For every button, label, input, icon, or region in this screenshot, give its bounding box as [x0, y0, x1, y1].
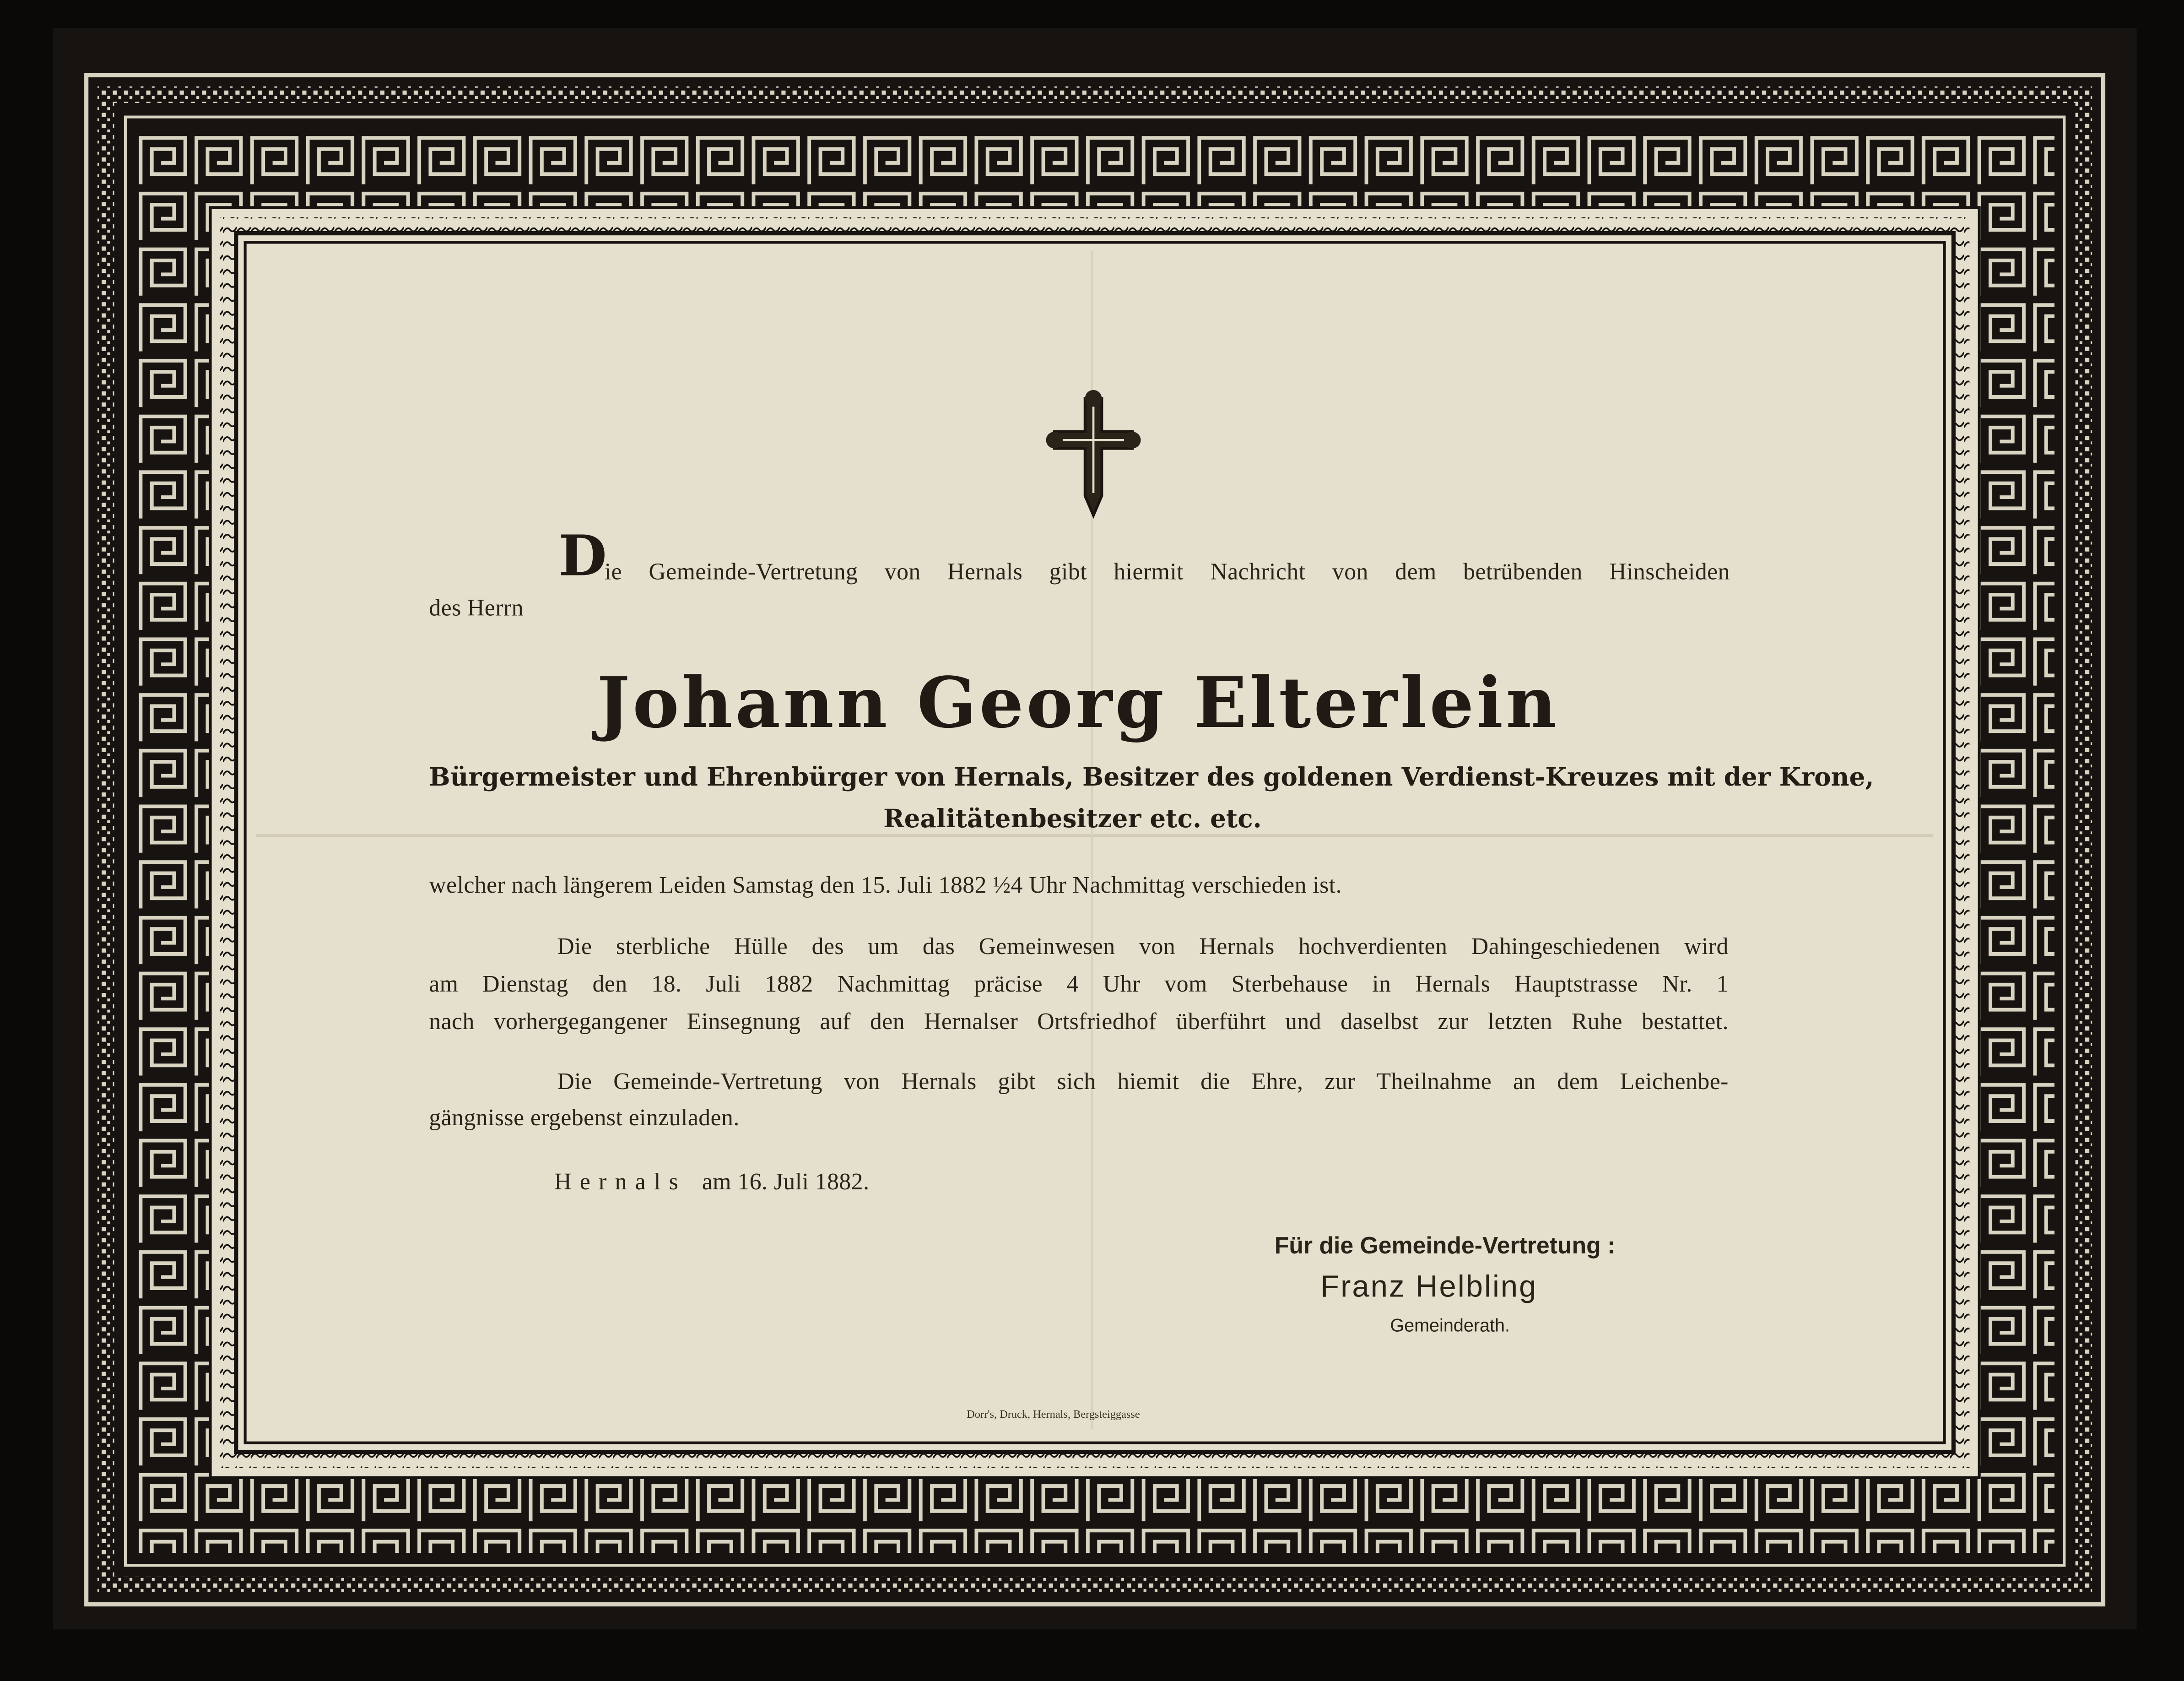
printer-imprint: Dorr's, Druck, Hernals, Bergsteiggasse [967, 1408, 1140, 1421]
funeral-line-3: nach vorhergegangener Einsegnung auf den Hernalser Ortsfriedhof überführt und daselbst zur letzten Ruhe bestattet. [429, 1008, 1729, 1035]
funeral-line-1: Die sterbliche Hülle des um das Gemeinwesen von Hernals hochverdienten Dahingeschiedenen wird [557, 933, 1729, 960]
invitation-line-2: gängnisse ergebenst einzuladen. [429, 1104, 740, 1131]
place-name: Hernals [554, 1168, 687, 1195]
funeral-line-2: am Dienstag den 18. Juli 1882 Nachmittag präcise 4 Uhr vom Sterbehause in Hernals Hauptstrasse Nr. 1 [429, 971, 1729, 998]
invitation-line-1: Die Gemeinde-Vertretung von Hernals gibt sich hiemit die Ehre, zur Theilnahme an dem Leichenbe- [557, 1068, 1729, 1095]
place-date: am 16. Juli 1882. [702, 1168, 870, 1195]
death-line: welcher nach längerem Leiden Samstag den 15. Juli 1882 ½4 Uhr Nachmittag verschieden ist. [429, 872, 1342, 899]
deceased-titles-line-2: Realitätenbesitzer etc. etc. [883, 805, 1262, 835]
intro-initial: D [558, 523, 607, 589]
intro-line-2: des Herrn [429, 595, 524, 621]
intro-line-1: ie Gemeinde-Vertretung von Hernals gibt hiermit Nachricht von dem betrübenden Hinscheiden [604, 558, 1730, 585]
deceased-name: Johann Georg Elterlein [597, 662, 1559, 744]
deceased-titles-line-1: Bürgermeister und Ehrenbürger von Hernals, Besitzer des goldenen Verdienst-Kreuzes mit der Krone, [429, 763, 1874, 793]
signature-name: Franz Helbling [1320, 1269, 1538, 1304]
signature-heading: Für die Gemeinde-Vertretung : [1274, 1232, 1616, 1259]
signature-role: Gemeinderath. [1390, 1314, 1510, 1336]
